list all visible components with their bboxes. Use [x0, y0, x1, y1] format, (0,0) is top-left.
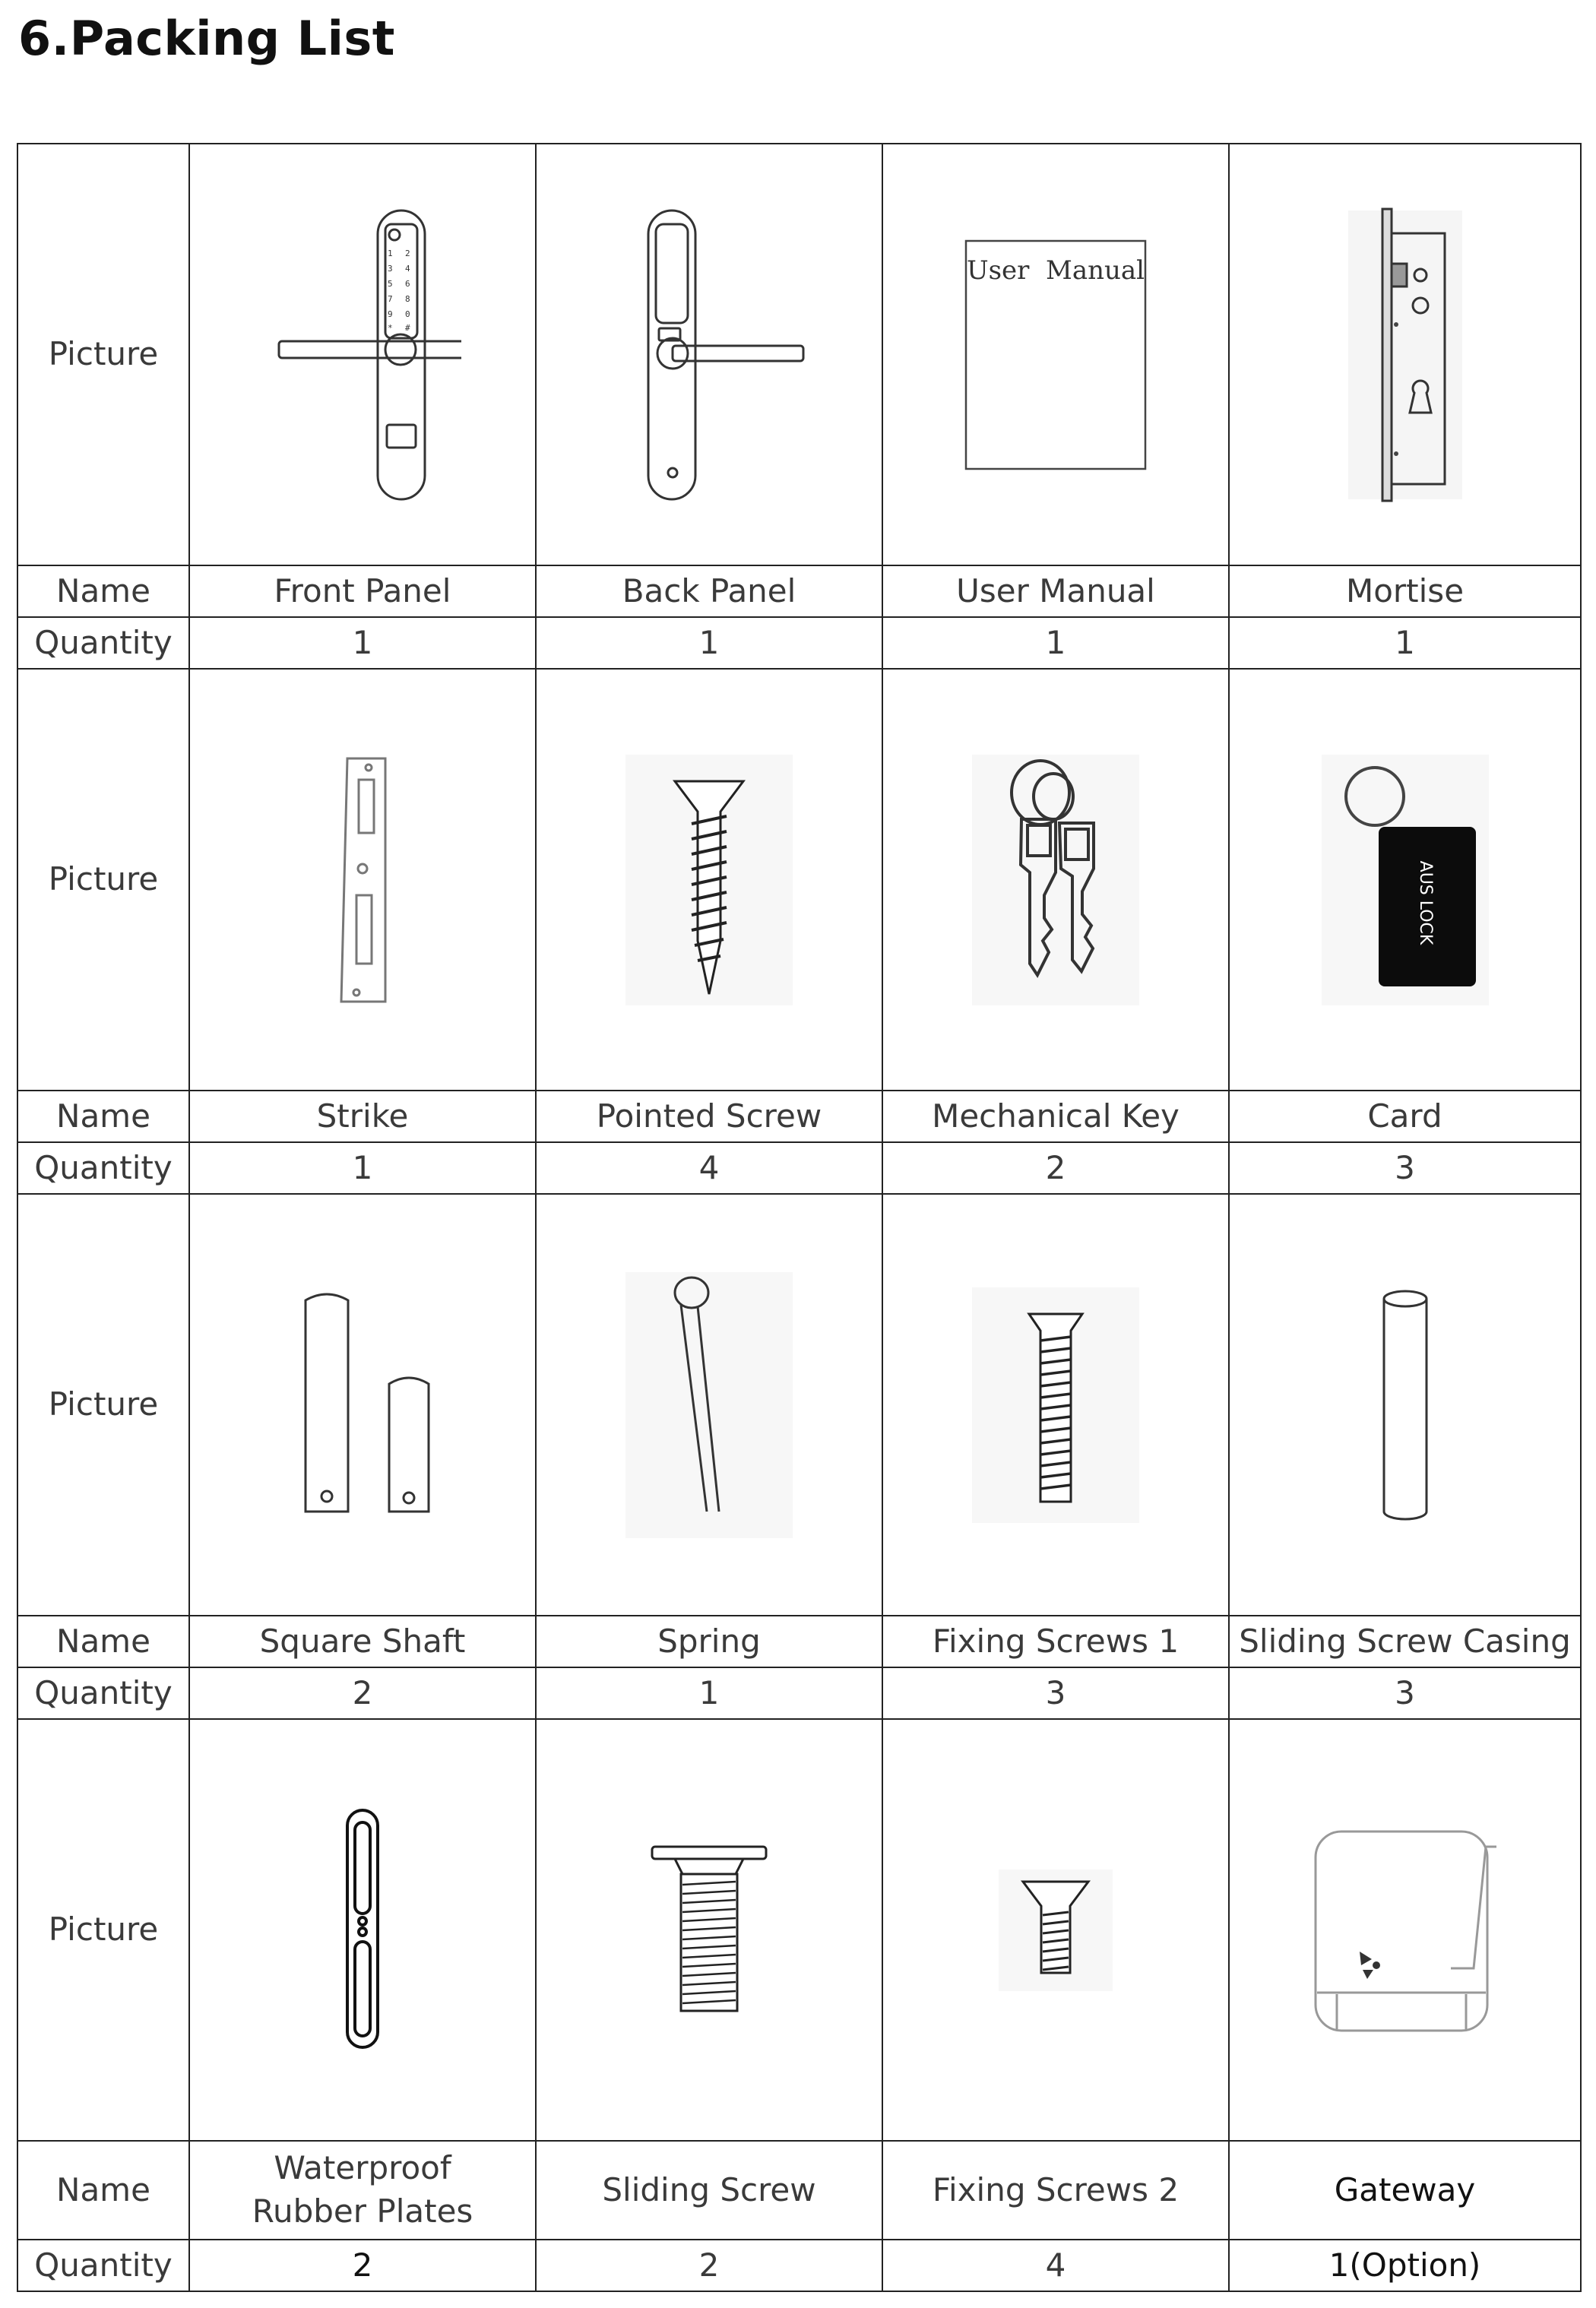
front-panel-icon [189, 144, 536, 565]
back-panel-icon [536, 144, 882, 565]
svg-text:9: 9 [388, 309, 393, 319]
item-name: Card [1229, 1091, 1581, 1142]
item-name: Strike [189, 1091, 536, 1142]
name-row [17, 565, 1581, 617]
item-quantity: 2 [189, 1667, 536, 1719]
item-name: Sliding Screw [536, 2141, 882, 2240]
item-name: Fixing Screws 1 [882, 1616, 1229, 1667]
item-name: Front Panel [189, 565, 536, 617]
item-name: Mechanical Key [882, 1091, 1229, 1142]
quantity-row [17, 1142, 1581, 1194]
quantity-row [17, 2240, 1581, 2291]
name-label: Name [17, 2141, 189, 2240]
quantity-label: Quantity [17, 2240, 189, 2291]
picture-label: Picture [17, 669, 189, 1091]
picture-label: Picture [17, 144, 189, 565]
svg-text:6: 6 [405, 278, 410, 289]
name-row [17, 2141, 1581, 2240]
rubber-plate-icon [189, 1719, 536, 2141]
item-quantity: 4 [882, 2240, 1229, 2291]
square-shaft-icon [189, 1194, 536, 1616]
item-quantity: 1 [882, 617, 1229, 669]
picture-row [17, 144, 1581, 565]
mortise-icon [1229, 144, 1581, 565]
picture-row [17, 669, 1581, 1091]
user-manual-icon [882, 144, 1229, 565]
item-quantity: 2 [882, 1142, 1229, 1194]
quantity-label: Quantity [17, 1667, 189, 1719]
fixing-screw-2-icon [882, 1719, 1229, 2141]
svg-text:2: 2 [405, 248, 410, 258]
picture-row [17, 1719, 1581, 2141]
svg-text:4: 4 [405, 263, 410, 274]
spring-icon [536, 1194, 882, 1616]
item-quantity: 1 [189, 617, 536, 669]
svg-text:#: # [405, 322, 410, 333]
item-quantity: 4 [536, 1142, 882, 1194]
picture-label: Picture [17, 1719, 189, 2141]
item-name: User Manual [882, 565, 1229, 617]
name-row [17, 1091, 1581, 1142]
name-row [17, 1616, 1581, 1667]
quantity-row [17, 617, 1581, 669]
svg-text:3: 3 [388, 263, 393, 274]
quantity-label: Quantity [17, 1142, 189, 1194]
name-label: Name [17, 1091, 189, 1142]
pointed-screw-icon [536, 669, 882, 1091]
svg-text:0: 0 [405, 309, 410, 319]
svg-text:7: 7 [388, 293, 393, 304]
item-name: Fixing Screws 2 [882, 2141, 1229, 2240]
item-name: Sliding Screw Casing [1229, 1616, 1581, 1667]
item-quantity: 1 [1229, 617, 1581, 669]
item-quantity: 3 [1229, 1142, 1581, 1194]
sliding-screw-icon [536, 1719, 882, 2141]
item-quantity: 3 [882, 1667, 1229, 1719]
quantity-label: Quantity [17, 617, 189, 669]
item-quantity: 2 [189, 2240, 536, 2291]
svg-text:5: 5 [388, 278, 393, 289]
item-name: Gateway [1229, 2141, 1581, 2240]
card-brand-text: AUS LOCK [1415, 860, 1435, 945]
mechanical-key-icon [882, 669, 1229, 1091]
item-quantity: 2 [536, 2240, 882, 2291]
card-icon [1229, 669, 1581, 1091]
screw-casing-icon [1229, 1194, 1581, 1616]
item-name: Pointed Screw [536, 1091, 882, 1142]
item-name: Square Shaft [189, 1616, 536, 1667]
gateway-icon [1229, 1719, 1581, 2141]
packing-list-table [17, 143, 1582, 2292]
item-name: Mortise [1229, 565, 1581, 617]
item-quantity: 1 [189, 1142, 536, 1194]
name-label: Name [17, 1616, 189, 1667]
picture-label: Picture [17, 1194, 189, 1616]
item-quantity: 1(Option) [1229, 2240, 1581, 2291]
item-name: Spring [536, 1616, 882, 1667]
page-title: 6.Packing List [18, 11, 395, 66]
fixing-screw-1-icon [882, 1194, 1229, 1616]
item-quantity: 1 [536, 1667, 882, 1719]
svg-text:8: 8 [405, 293, 410, 304]
name-label: Name [17, 565, 189, 617]
svg-text:*: * [388, 322, 393, 333]
item-name: Back Panel [536, 565, 882, 617]
item-name: Waterproof Rubber Plates [189, 2141, 536, 2240]
manual-cover-text: User Manual [966, 255, 1145, 286]
item-quantity: 3 [1229, 1667, 1581, 1719]
strike-plate-icon [189, 669, 536, 1091]
quantity-row [17, 1667, 1581, 1719]
svg-text:1: 1 [388, 248, 393, 258]
picture-row [17, 1194, 1581, 1616]
item-quantity: 1 [536, 617, 882, 669]
